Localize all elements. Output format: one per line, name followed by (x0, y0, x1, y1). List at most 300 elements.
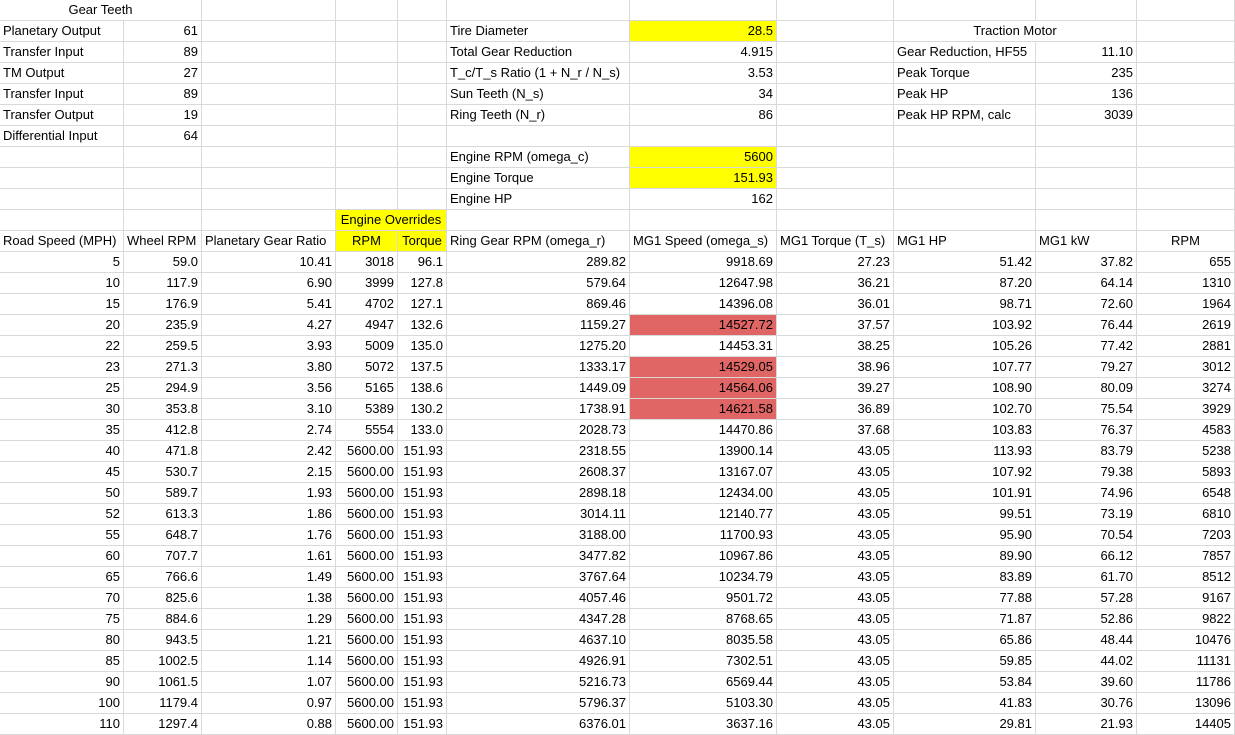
table-cell[interactable]: 4583 (1137, 420, 1235, 441)
table-cell[interactable]: 5009 (336, 336, 398, 357)
table-cell[interactable]: 4347.28 (447, 609, 630, 630)
table-cell[interactable]: 8512 (1137, 567, 1235, 588)
table-cell[interactable]: 2028.73 (447, 420, 630, 441)
table-cell[interactable]: 1310 (1137, 273, 1235, 294)
table-cell[interactable]: 4.27 (202, 315, 336, 336)
table-cell[interactable]: 412.8 (124, 420, 202, 441)
table-cell[interactable]: 151.93 (398, 546, 447, 567)
empty-cell[interactable] (0, 210, 124, 231)
empty-cell[interactable] (777, 105, 894, 126)
empty-cell[interactable] (398, 0, 447, 21)
table-cell[interactable]: 37.68 (777, 420, 894, 441)
empty-cell[interactable] (777, 0, 894, 21)
table-cell[interactable]: 132.6 (398, 315, 447, 336)
param-label[interactable]: Sun Teeth (N_s) (447, 84, 630, 105)
table-cell[interactable]: 5600.00 (336, 525, 398, 546)
empty-cell[interactable] (630, 0, 777, 21)
table-cell[interactable]: 59.85 (894, 651, 1036, 672)
column-header[interactable]: MG1 HP (894, 231, 1036, 252)
table-cell[interactable]: 127.8 (398, 273, 447, 294)
table-cell[interactable]: 10234.79 (630, 567, 777, 588)
empty-cell[interactable] (1137, 168, 1235, 189)
param-value[interactable]: 28.5 (630, 21, 777, 42)
table-cell[interactable]: 151.93 (398, 651, 447, 672)
param-value[interactable]: 3.53 (630, 63, 777, 84)
traction-motor-label[interactable]: Peak HP RPM, calc (894, 105, 1036, 126)
table-cell[interactable]: 1.93 (202, 483, 336, 504)
table-cell[interactable]: 61.70 (1036, 567, 1137, 588)
empty-cell[interactable] (202, 84, 336, 105)
table-cell[interactable]: 1449.09 (447, 378, 630, 399)
table-cell[interactable]: 5893 (1137, 462, 1235, 483)
table-cell[interactable]: 72.60 (1036, 294, 1137, 315)
table-cell[interactable]: 13096 (1137, 693, 1235, 714)
table-cell[interactable]: 38.96 (777, 357, 894, 378)
table-cell[interactable]: 1333.17 (447, 357, 630, 378)
column-header[interactable]: Wheel RPM (124, 231, 202, 252)
table-cell[interactable]: 29.81 (894, 714, 1036, 735)
param-value[interactable]: 86 (630, 105, 777, 126)
table-cell[interactable]: 10 (0, 273, 124, 294)
table-cell[interactable]: 4947 (336, 315, 398, 336)
table-cell[interactable]: 648.7 (124, 525, 202, 546)
table-cell[interactable]: 4637.10 (447, 630, 630, 651)
table-cell[interactable]: 1275.20 (447, 336, 630, 357)
gear-teeth-value[interactable]: 61 (124, 21, 202, 42)
empty-cell[interactable] (777, 21, 894, 42)
empty-cell[interactable] (1036, 210, 1137, 231)
table-cell[interactable]: 5600.00 (336, 441, 398, 462)
empty-cell[interactable] (777, 42, 894, 63)
table-cell[interactable]: 271.3 (124, 357, 202, 378)
empty-cell[interactable] (336, 189, 398, 210)
table-cell[interactable]: 85 (0, 651, 124, 672)
table-cell[interactable]: 79.38 (1036, 462, 1137, 483)
table-cell[interactable]: 11700.93 (630, 525, 777, 546)
table-cell[interactable]: 133.0 (398, 420, 447, 441)
engine-label[interactable]: Engine Torque (447, 168, 630, 189)
gear-teeth-value[interactable]: 64 (124, 126, 202, 147)
table-cell[interactable]: 52.86 (1036, 609, 1137, 630)
table-cell[interactable]: 3.80 (202, 357, 336, 378)
empty-cell[interactable] (0, 147, 124, 168)
table-cell[interactable]: 2318.55 (447, 441, 630, 462)
table-cell[interactable]: 8768.65 (630, 609, 777, 630)
table-cell[interactable]: 8035.58 (630, 630, 777, 651)
table-cell[interactable]: 3014.11 (447, 504, 630, 525)
empty-cell[interactable] (398, 84, 447, 105)
table-cell[interactable]: 6569.44 (630, 672, 777, 693)
table-cell[interactable]: 1964 (1137, 294, 1235, 315)
table-cell[interactable]: 3274 (1137, 378, 1235, 399)
column-header[interactable]: RPM (336, 231, 398, 252)
table-cell[interactable]: 151.93 (398, 693, 447, 714)
traction-motor-label[interactable]: Peak Torque (894, 63, 1036, 84)
table-cell[interactable]: 0.97 (202, 693, 336, 714)
table-cell[interactable]: 117.9 (124, 273, 202, 294)
param-label[interactable]: Tire Diameter (447, 21, 630, 42)
table-cell[interactable]: 5600.00 (336, 693, 398, 714)
table-cell[interactable]: 530.7 (124, 462, 202, 483)
table-cell[interactable]: 15 (0, 294, 124, 315)
table-cell[interactable]: 259.5 (124, 336, 202, 357)
table-cell[interactable]: 39.60 (1036, 672, 1137, 693)
table-cell[interactable]: 14621.58 (630, 399, 777, 420)
empty-cell[interactable] (202, 21, 336, 42)
table-cell[interactable]: 135.0 (398, 336, 447, 357)
traction-motor-label[interactable]: Peak HP (894, 84, 1036, 105)
table-cell[interactable]: 613.3 (124, 504, 202, 525)
empty-cell[interactable] (1036, 0, 1137, 21)
table-cell[interactable]: 5600.00 (336, 714, 398, 735)
engine-overrides-title[interactable]: Engine Overrides (336, 210, 447, 231)
engine-value[interactable]: 151.93 (630, 168, 777, 189)
table-cell[interactable]: 5600.00 (336, 483, 398, 504)
table-cell[interactable]: 77.42 (1036, 336, 1137, 357)
table-cell[interactable]: 43.05 (777, 714, 894, 735)
empty-cell[interactable] (777, 168, 894, 189)
empty-cell[interactable] (398, 168, 447, 189)
table-cell[interactable]: 14405 (1137, 714, 1235, 735)
table-cell[interactable]: 1738.91 (447, 399, 630, 420)
empty-cell[interactable] (777, 189, 894, 210)
table-cell[interactable]: 110 (0, 714, 124, 735)
table-cell[interactable]: 43.05 (777, 567, 894, 588)
table-cell[interactable]: 5072 (336, 357, 398, 378)
table-cell[interactable]: 102.70 (894, 399, 1036, 420)
table-cell[interactable]: 5554 (336, 420, 398, 441)
table-cell[interactable]: 151.93 (398, 630, 447, 651)
table-cell[interactable]: 37.82 (1036, 252, 1137, 273)
table-cell[interactable]: 1.07 (202, 672, 336, 693)
engine-value[interactable]: 5600 (630, 147, 777, 168)
table-cell[interactable]: 151.93 (398, 441, 447, 462)
table-cell[interactable]: 151.93 (398, 525, 447, 546)
table-cell[interactable]: 5600.00 (336, 609, 398, 630)
table-cell[interactable]: 5600.00 (336, 588, 398, 609)
table-cell[interactable]: 11786 (1137, 672, 1235, 693)
empty-cell[interactable] (336, 105, 398, 126)
table-cell[interactable]: 80.09 (1036, 378, 1137, 399)
table-cell[interactable]: 103.83 (894, 420, 1036, 441)
empty-cell[interactable] (894, 0, 1036, 21)
table-cell[interactable]: 37.57 (777, 315, 894, 336)
table-cell[interactable]: 3929 (1137, 399, 1235, 420)
table-cell[interactable]: 79.27 (1036, 357, 1137, 378)
empty-cell[interactable] (336, 168, 398, 189)
table-cell[interactable]: 76.37 (1036, 420, 1137, 441)
table-cell[interactable]: 36.01 (777, 294, 894, 315)
table-cell[interactable]: 22 (0, 336, 124, 357)
column-header[interactable]: MG1 Speed (omega_s) (630, 231, 777, 252)
table-cell[interactable]: 40 (0, 441, 124, 462)
table-cell[interactable]: 130.2 (398, 399, 447, 420)
empty-cell[interactable] (777, 84, 894, 105)
table-cell[interactable]: 66.12 (1036, 546, 1137, 567)
table-cell[interactable]: 127.1 (398, 294, 447, 315)
column-header[interactable]: Ring Gear RPM (omega_r) (447, 231, 630, 252)
engine-label[interactable]: Engine RPM (omega_c) (447, 147, 630, 168)
table-cell[interactable]: 36.89 (777, 399, 894, 420)
table-cell[interactable]: 2898.18 (447, 483, 630, 504)
table-cell[interactable]: 6376.01 (447, 714, 630, 735)
table-cell[interactable]: 70.54 (1036, 525, 1137, 546)
table-cell[interactable]: 2881 (1137, 336, 1235, 357)
table-cell[interactable]: 43.05 (777, 693, 894, 714)
table-cell[interactable]: 14564.06 (630, 378, 777, 399)
empty-cell[interactable] (630, 210, 777, 231)
empty-cell[interactable] (1137, 189, 1235, 210)
table-cell[interactable]: 108.90 (894, 378, 1036, 399)
table-cell[interactable]: 43.05 (777, 588, 894, 609)
table-cell[interactable]: 105.26 (894, 336, 1036, 357)
empty-cell[interactable] (124, 168, 202, 189)
table-cell[interactable]: 52 (0, 504, 124, 525)
table-cell[interactable]: 1.29 (202, 609, 336, 630)
table-cell[interactable]: 9918.69 (630, 252, 777, 273)
empty-cell[interactable] (630, 126, 777, 147)
table-cell[interactable]: 3.93 (202, 336, 336, 357)
table-cell[interactable]: 45 (0, 462, 124, 483)
traction-motor-label[interactable]: Gear Reduction, HF55 (894, 42, 1036, 63)
table-cell[interactable]: 1002.5 (124, 651, 202, 672)
table-cell[interactable]: 1061.5 (124, 672, 202, 693)
table-cell[interactable]: 7857 (1137, 546, 1235, 567)
empty-cell[interactable] (894, 168, 1036, 189)
table-cell[interactable]: 3767.64 (447, 567, 630, 588)
table-cell[interactable]: 655 (1137, 252, 1235, 273)
table-cell[interactable]: 3.56 (202, 378, 336, 399)
gear-teeth-value[interactable]: 27 (124, 63, 202, 84)
table-cell[interactable]: 75.54 (1036, 399, 1137, 420)
table-cell[interactable]: 353.8 (124, 399, 202, 420)
table-cell[interactable]: 57.28 (1036, 588, 1137, 609)
empty-cell[interactable] (894, 147, 1036, 168)
table-cell[interactable]: 65 (0, 567, 124, 588)
table-cell[interactable]: 41.83 (894, 693, 1036, 714)
empty-cell[interactable] (0, 168, 124, 189)
traction-motor-value[interactable]: 136 (1036, 84, 1137, 105)
empty-cell[interactable] (1137, 105, 1235, 126)
table-cell[interactable]: 14453.31 (630, 336, 777, 357)
table-cell[interactable]: 87.20 (894, 273, 1036, 294)
table-cell[interactable]: 6810 (1137, 504, 1235, 525)
table-cell[interactable]: 36.21 (777, 273, 894, 294)
table-cell[interactable]: 1.21 (202, 630, 336, 651)
table-cell[interactable]: 2.74 (202, 420, 336, 441)
table-cell[interactable]: 44.02 (1036, 651, 1137, 672)
empty-cell[interactable] (1137, 210, 1235, 231)
column-header[interactable]: Road Speed (MPH) (0, 231, 124, 252)
table-cell[interactable]: 3477.82 (447, 546, 630, 567)
table-cell[interactable]: 60 (0, 546, 124, 567)
empty-cell[interactable] (1137, 21, 1235, 42)
empty-cell[interactable] (1137, 147, 1235, 168)
empty-cell[interactable] (447, 126, 630, 147)
gear-teeth-label[interactable]: Transfer Output (0, 105, 124, 126)
table-cell[interactable]: 3637.16 (630, 714, 777, 735)
empty-cell[interactable] (1137, 42, 1235, 63)
table-cell[interactable]: 12647.98 (630, 273, 777, 294)
gear-teeth-label[interactable]: Planetary Output (0, 21, 124, 42)
gear-teeth-title[interactable]: Gear Teeth (0, 0, 202, 21)
table-cell[interactable]: 5238 (1137, 441, 1235, 462)
table-cell[interactable]: 12140.77 (630, 504, 777, 525)
table-cell[interactable]: 107.77 (894, 357, 1036, 378)
gear-teeth-value[interactable]: 89 (124, 84, 202, 105)
table-cell[interactable]: 21.93 (1036, 714, 1137, 735)
table-cell[interactable]: 1297.4 (124, 714, 202, 735)
empty-cell[interactable] (336, 21, 398, 42)
traction-motor-value[interactable]: 235 (1036, 63, 1137, 84)
table-cell[interactable]: 6.90 (202, 273, 336, 294)
empty-cell[interactable] (1036, 126, 1137, 147)
table-cell[interactable]: 76.44 (1036, 315, 1137, 336)
table-cell[interactable]: 14527.72 (630, 315, 777, 336)
empty-cell[interactable] (336, 126, 398, 147)
table-cell[interactable]: 43.05 (777, 525, 894, 546)
table-cell[interactable]: 83.89 (894, 567, 1036, 588)
table-cell[interactable]: 3.10 (202, 399, 336, 420)
table-cell[interactable]: 5600.00 (336, 672, 398, 693)
table-cell[interactable]: 13900.14 (630, 441, 777, 462)
gear-teeth-label[interactable]: Differential Input (0, 126, 124, 147)
table-cell[interactable]: 83.79 (1036, 441, 1137, 462)
table-cell[interactable]: 5389 (336, 399, 398, 420)
empty-cell[interactable] (1137, 84, 1235, 105)
empty-cell[interactable] (1036, 147, 1137, 168)
empty-cell[interactable] (202, 147, 336, 168)
table-cell[interactable]: 107.92 (894, 462, 1036, 483)
table-cell[interactable]: 289.82 (447, 252, 630, 273)
table-cell[interactable]: 65.86 (894, 630, 1036, 651)
table-cell[interactable]: 1.49 (202, 567, 336, 588)
table-cell[interactable]: 151.93 (398, 483, 447, 504)
table-cell[interactable]: 1159.27 (447, 315, 630, 336)
table-cell[interactable]: 35 (0, 420, 124, 441)
empty-cell[interactable] (1137, 126, 1235, 147)
empty-cell[interactable] (447, 210, 630, 231)
empty-cell[interactable] (202, 210, 336, 231)
table-cell[interactable]: 80 (0, 630, 124, 651)
table-cell[interactable]: 1.38 (202, 588, 336, 609)
table-cell[interactable]: 98.71 (894, 294, 1036, 315)
table-cell[interactable]: 89.90 (894, 546, 1036, 567)
table-cell[interactable]: 5.41 (202, 294, 336, 315)
table-cell[interactable]: 103.92 (894, 315, 1036, 336)
table-cell[interactable]: 30 (0, 399, 124, 420)
empty-cell[interactable] (894, 189, 1036, 210)
table-cell[interactable]: 825.6 (124, 588, 202, 609)
empty-cell[interactable] (336, 63, 398, 84)
table-cell[interactable]: 12434.00 (630, 483, 777, 504)
empty-cell[interactable] (777, 63, 894, 84)
empty-cell[interactable] (1137, 63, 1235, 84)
gear-teeth-label[interactable]: Transfer Input (0, 84, 124, 105)
empty-cell[interactable] (202, 168, 336, 189)
empty-cell[interactable] (777, 210, 894, 231)
table-cell[interactable]: 6548 (1137, 483, 1235, 504)
param-label[interactable]: Total Gear Reduction (447, 42, 630, 63)
table-cell[interactable]: 10.41 (202, 252, 336, 273)
table-cell[interactable]: 2.15 (202, 462, 336, 483)
param-value[interactable]: 34 (630, 84, 777, 105)
table-cell[interactable]: 43.05 (777, 441, 894, 462)
table-cell[interactable]: 43.05 (777, 609, 894, 630)
empty-cell[interactable] (894, 126, 1036, 147)
table-cell[interactable]: 2619 (1137, 315, 1235, 336)
table-cell[interactable]: 5600.00 (336, 462, 398, 483)
table-cell[interactable]: 766.6 (124, 567, 202, 588)
empty-cell[interactable] (336, 42, 398, 63)
empty-cell[interactable] (202, 42, 336, 63)
table-cell[interactable]: 471.8 (124, 441, 202, 462)
table-cell[interactable]: 14396.08 (630, 294, 777, 315)
empty-cell[interactable] (202, 126, 336, 147)
table-cell[interactable]: 64.14 (1036, 273, 1137, 294)
table-cell[interactable]: 38.25 (777, 336, 894, 357)
table-cell[interactable]: 101.91 (894, 483, 1036, 504)
table-cell[interactable]: 75 (0, 609, 124, 630)
table-cell[interactable]: 43.05 (777, 483, 894, 504)
table-cell[interactable]: 884.6 (124, 609, 202, 630)
table-cell[interactable]: 10967.86 (630, 546, 777, 567)
table-cell[interactable]: 151.93 (398, 588, 447, 609)
table-cell[interactable]: 2.42 (202, 441, 336, 462)
table-cell[interactable]: 5600.00 (336, 567, 398, 588)
table-cell[interactable]: 3188.00 (447, 525, 630, 546)
table-cell[interactable]: 5600.00 (336, 546, 398, 567)
empty-cell[interactable] (202, 0, 336, 21)
gear-teeth-label[interactable]: TM Output (0, 63, 124, 84)
table-cell[interactable]: 707.7 (124, 546, 202, 567)
empty-cell[interactable] (777, 126, 894, 147)
table-cell[interactable]: 99.51 (894, 504, 1036, 525)
table-cell[interactable]: 9822 (1137, 609, 1235, 630)
empty-cell[interactable] (1036, 168, 1137, 189)
table-cell[interactable]: 1.76 (202, 525, 336, 546)
empty-cell[interactable] (398, 63, 447, 84)
table-cell[interactable]: 151.93 (398, 672, 447, 693)
table-cell[interactable]: 869.46 (447, 294, 630, 315)
gear-teeth-value[interactable]: 89 (124, 42, 202, 63)
table-cell[interactable]: 100 (0, 693, 124, 714)
table-cell[interactable]: 1.14 (202, 651, 336, 672)
column-header[interactable]: MG1 kW (1036, 231, 1137, 252)
traction-motor-value[interactable]: 11.10 (1036, 42, 1137, 63)
table-cell[interactable]: 27.23 (777, 252, 894, 273)
empty-cell[interactable] (447, 0, 630, 21)
table-cell[interactable]: 151.93 (398, 714, 447, 735)
gear-teeth-value[interactable]: 19 (124, 105, 202, 126)
table-cell[interactable]: 5 (0, 252, 124, 273)
table-cell[interactable]: 294.9 (124, 378, 202, 399)
table-cell[interactable]: 138.6 (398, 378, 447, 399)
table-cell[interactable]: 5103.30 (630, 693, 777, 714)
traction-motor-title[interactable]: Traction Motor (894, 21, 1137, 42)
column-header[interactable]: Torque (398, 231, 447, 252)
gear-teeth-label[interactable]: Transfer Input (0, 42, 124, 63)
table-cell[interactable]: 14470.86 (630, 420, 777, 441)
table-cell[interactable]: 4926.91 (447, 651, 630, 672)
table-cell[interactable]: 11131 (1137, 651, 1235, 672)
empty-cell[interactable] (336, 0, 398, 21)
empty-cell[interactable] (0, 189, 124, 210)
empty-cell[interactable] (124, 147, 202, 168)
empty-cell[interactable] (777, 147, 894, 168)
empty-cell[interactable] (202, 189, 336, 210)
table-cell[interactable]: 4702 (336, 294, 398, 315)
